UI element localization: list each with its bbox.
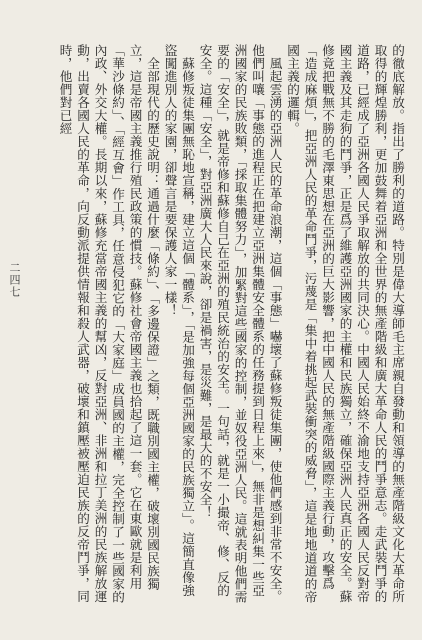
paragraph: 風起雲湧的亞洲人民的革命浪潮，這個「事態」嚇壞了蘇修叛徒集團，使他們感到非常不安全。他們叫嚷「事態的進程正在把建立亞洲集體安全體系的任務提到日程上來」，無非是想糾集一些亞洲國家的民族敗類，「採取集體努力」，加緊對這些國家的控制，並奴役亞洲人民。這就表明他們需要的「安全」，就是帝修和蘇修自己在亞洲的殖民統治的安全。一句話，就是一小撮帝、修、反的安全。這種「安全」，對亞洲廣大人民來說，卻是禍害，是災難，是最大的不安全！ [197, 44, 283, 604]
page-number: 二四七 [8, 262, 21, 298]
paragraph: 蘇修叛徒集團無恥地宣稱，建立這個「體系」，「是加強每個亞洲國家的民族獨立」。這簡直像強盜闖進別人的家園，卻聲言是要保護人家一樣！ [162, 44, 195, 597]
paragraph: 的徹底解放。指出了勝利的道路。特別是偉大導師毛主席親自發動和領導的無產階級文化大革命所取得的輝煌勝利，更加鼓舞着亞洲和全世界的無產階級和廣大革命人民的鬥爭意志。走武裝鬥爭的道路，已經成了亞洲各國人民爭取解放的共同決心。中國人民始終不渝地支持亞洲各國人民反對帝國主義及其走狗的鬥爭，正是爲了維護亞洲國家的主權和民族獨立，確保亞洲人民真正的安全。蘇修竟把戰無不勝的毛澤東思想在亞洲的巨大影響，把中國人民的無產階級國際主義行動，攻擊爲「造成麻煩」，把亞洲人民的革命鬥爭，污蔑是「集中着挑起武裝衝突的威脅」，這是地地道道的帝國主義的邏輯。 [285, 44, 405, 604]
body-text [18, 44, 406, 604]
paragraph: 全部現代的歷史說明：通過什麼「條約」、「多邊保證」之類，既職別國主權，破壞別國民族獨立，這是帝國主義推行殖民政策的慣技。蘇修社會帝國主義也拾起了這一套。它在東歐就是利用「華沙條約」、「經互會」作工具，任意侵犯它的「大家庭」成員國的主權，完全控制了一些國家的內政、外交大權。長期以來，蘇修充當帝國主義的幫凶，反對亞洲、非洲和拉丁美洲的民族解放運動，出賣各國人民的革命，向反動派提供情報和殺人武器，破壞和鎮壓被壓迫民族的反帝鬥爭，同時，他們對已經 [57, 44, 160, 604]
